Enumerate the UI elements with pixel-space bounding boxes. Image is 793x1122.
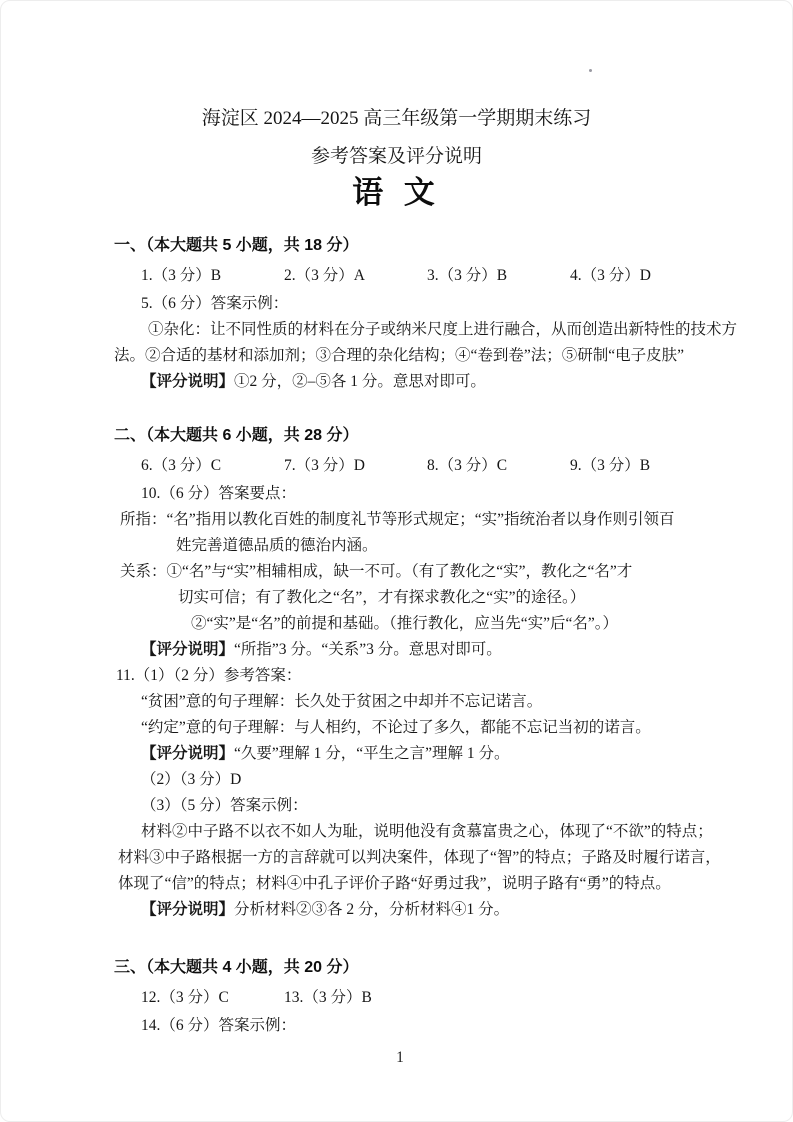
scoring-text: “久要”理解 1 分，“平生之言”理解 1 分。 xyxy=(234,745,510,762)
document-body xyxy=(1,233,792,1071)
scoring-label: 【评分说明】 xyxy=(141,641,235,658)
scoring-label: 【评分说明】 xyxy=(141,745,235,762)
answer-q13: 13.（3 分）B xyxy=(284,989,372,1006)
q11-answer-line2: “约定”意的句子理解：与人相约，不论过了多久，都能不忘记当初的诺言。 xyxy=(141,719,651,736)
document-header xyxy=(1,1,792,213)
q10-suozhi-line2: 姓完善道德品质的德治内涵。 xyxy=(176,537,378,554)
q11-part3-label: （3）（5 分）答案示例： xyxy=(141,797,308,814)
scoring-text: ①2 分，②–⑤各 1 分。意思对即可。 xyxy=(234,373,486,390)
answer-q3: 3.（3 分）B xyxy=(427,267,508,284)
doc-subtitle: 参考答案及评分说明 xyxy=(310,146,482,167)
answer-q12: 12.（3 分）C xyxy=(141,989,229,1006)
q11-part3-scoring-note xyxy=(141,897,686,923)
section1-heading: 一、（本大题共 5 小题，共 18 分） xyxy=(114,237,359,254)
q10-guanxi-line3: ②“实”是“名”的前提和基础。（推行教化，应当先“实”后“名”。） xyxy=(191,615,619,632)
q14-label: 14.（6 分）答案示例： xyxy=(141,1017,297,1034)
page-number: 1 xyxy=(396,1049,404,1066)
subject-title: 语 文 xyxy=(352,175,441,210)
q10-guanxi-line2: 切实可信；有了教化之“名”，才有探求教化之“实”的途径。） xyxy=(178,589,586,606)
q11-part2-answer: （2）（3 分）D xyxy=(141,771,242,788)
answer-q4: 4.（3 分）D xyxy=(570,267,651,284)
answer-q6: 6.（3 分）C xyxy=(141,457,222,474)
q10-suozhi-line1: 所指：“名”指用以教化百姓的制度礼节等形式规定；“实”指统治者以身作则引领百 xyxy=(120,511,675,528)
scoring-text: “所指”3 分。“关系”3 分。意思对即可。 xyxy=(234,641,502,658)
answer-q8: 8.（3 分）C xyxy=(427,457,508,474)
answer-q2: 2.（3 分）A xyxy=(284,267,365,284)
q10-scoring-note xyxy=(141,637,686,663)
stray-mark xyxy=(589,69,592,72)
answer-q9: 9.（3 分）B xyxy=(570,457,651,474)
q10-label: 10.（6 分）答案要点： xyxy=(141,485,297,502)
q11-part3-line1: 材料②中子路不以衣不如人为耻，说明他没有贪慕富贵之心，体现了“不欲”的特点； xyxy=(141,823,713,840)
scoring-text: 分析材料②③各 2 分，分析材料④1 分。 xyxy=(234,901,510,918)
scoring-label: 【评分说明】 xyxy=(141,373,235,390)
section2-heading: 二、（本大题共 6 小题，共 28 分） xyxy=(114,427,359,444)
q11-answer-line1: “贫困”意的句子理解：长久处于贫困之中却并不忘记诺言。 xyxy=(141,693,543,710)
q11-part3-line2: 材料③中子路根据一方的言辞就可以判决案件，体现了“智”的特点；子路及时履行诺言， xyxy=(118,849,721,866)
q5-scoring-note xyxy=(141,369,686,395)
section3-answer-row xyxy=(114,985,686,1011)
answer-q7: 7.（3 分）D xyxy=(284,457,365,474)
section2-answer-row xyxy=(114,453,686,479)
q10-guanxi-line1: 关系：①“名”与“实”相辅相成，缺一不可。（有了教化之“实”，教化之“名”才 xyxy=(120,563,633,580)
exam-title: 海淀区 2024—2025 高三年级第一学期期末练习 xyxy=(201,108,592,129)
q11-scoring-note xyxy=(141,741,686,767)
section3-heading: 三、（本大题共 4 小题，共 20 分） xyxy=(114,959,359,976)
answer-q1: 1.（3 分）B xyxy=(141,267,222,284)
q11-part3-line3: 体现了“信”的特点；材料④中孔子评价子路“好勇过我”，说明子路有“勇”的特点。 xyxy=(118,875,671,892)
section1-answer-row xyxy=(114,263,686,289)
scoring-label: 【评分说明】 xyxy=(141,901,235,918)
q5-answer-line2: 法。②合适的基材和添加剂；③合理的杂化结构；④“卷到卷”法；⑤研制“电子皮肤” xyxy=(114,347,685,364)
q11-label: 11.（1）（2 分）参考答案： xyxy=(116,667,302,684)
q5-label: 5.（6 分）答案示例： xyxy=(141,295,289,312)
q5-answer-line1: ①杂化：让不同性质的材料在分子或纳米尺度上进行融合，从而创造出新特性的技术方 xyxy=(148,321,738,338)
